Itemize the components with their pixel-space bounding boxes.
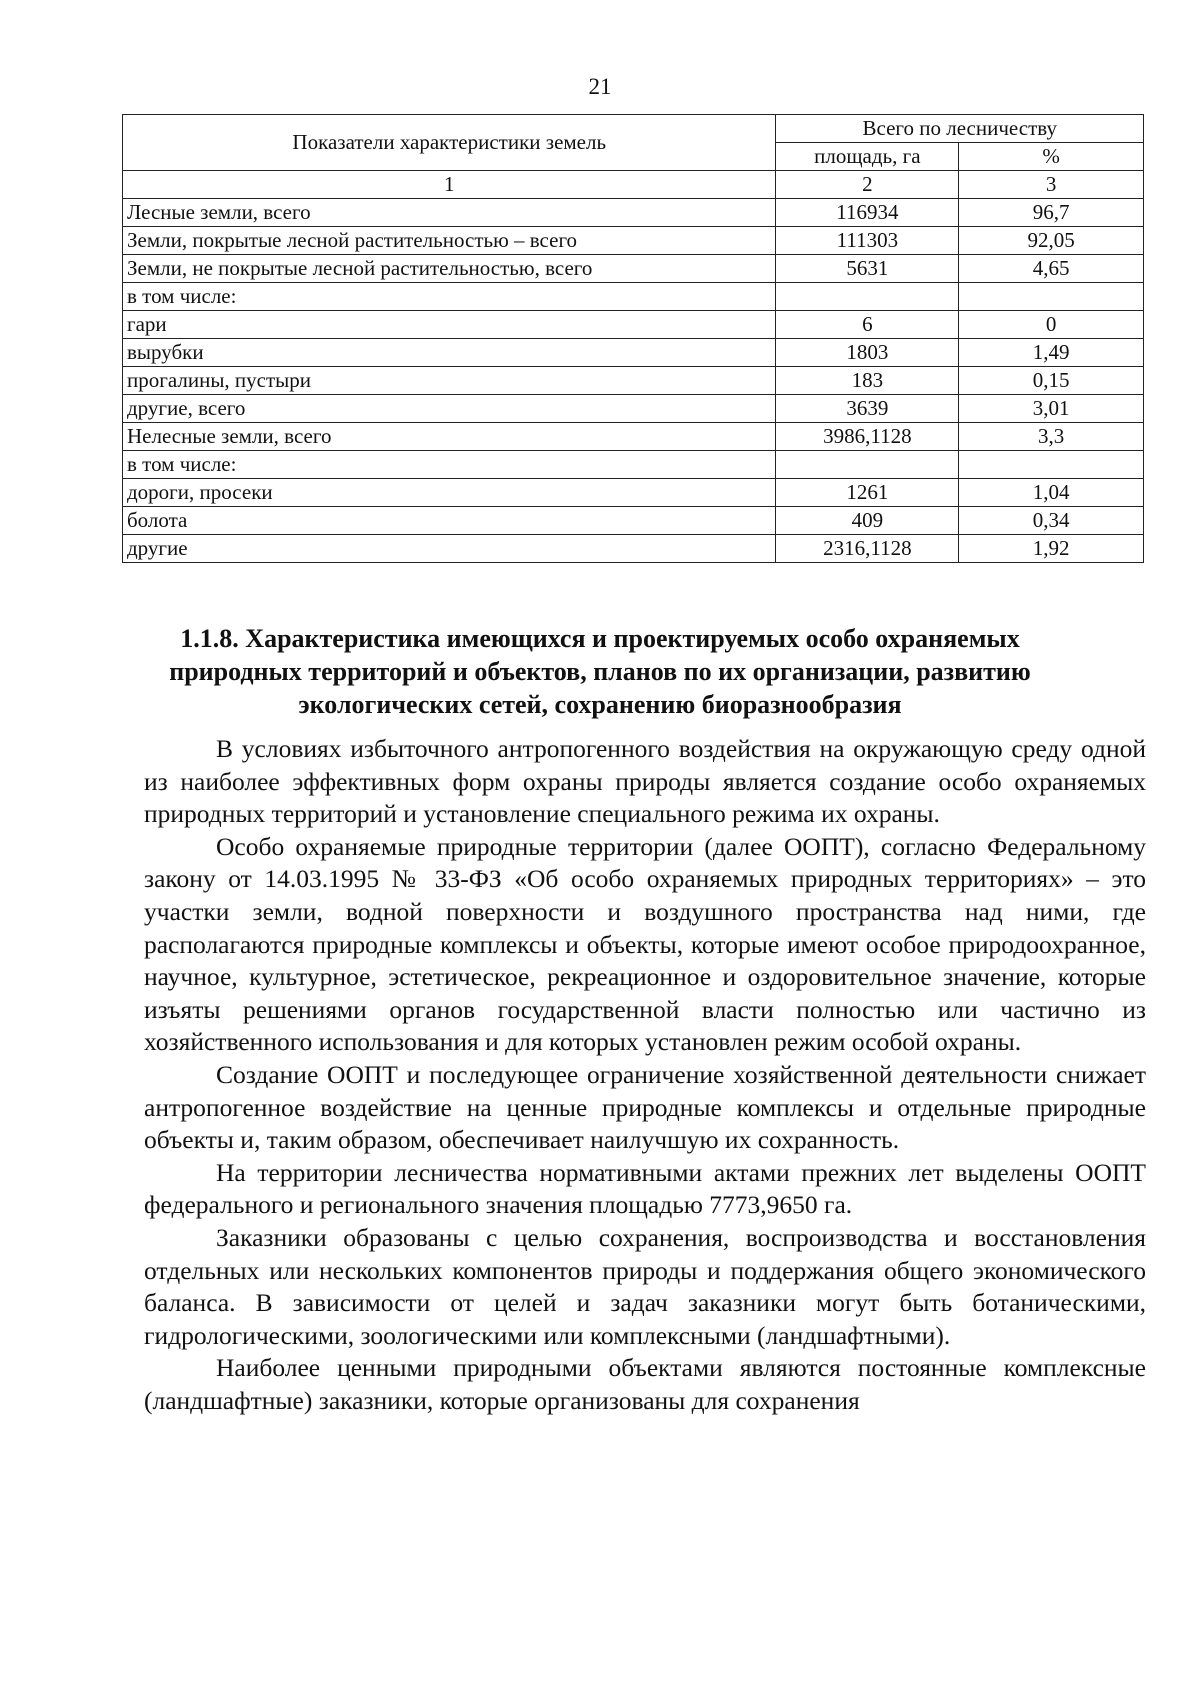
table-row: [123, 367, 1144, 395]
header-area: площадь, га: [776, 143, 959, 171]
header-indicator: Показатели характеристики земель: [123, 115, 776, 171]
row-area: 6: [776, 311, 959, 339]
row-name: Нелесные земли, всего: [123, 423, 776, 451]
row-area: 111303: [776, 227, 959, 255]
row-percent: 1,04: [959, 479, 1144, 507]
table-row: [123, 255, 1144, 283]
row-name: гари: [123, 311, 776, 339]
header-percent: %: [959, 143, 1144, 171]
row-name: другие, всего: [123, 395, 776, 423]
row-name: в том числе:: [123, 283, 776, 311]
paragraph: Особо охраняемые природные территории (далее ООПТ), согласно Федеральному закону от 14.03.1995 № 33-ФЗ «Об особо охраняемых природных территориях» – это участки земли, водной поверхности и воздушного пространства над ними, где располагаются природные комплексы и объекты, которые имеют особое природоохранное, научное, культурное, эстетическое, рекреационное и оздоровительное значение, которые изъяты решениями органов государственной власти полностью или частично из хозяйственного использования и для которых установлен режим особой охраны.: [144, 831, 1146, 1057]
row-area: 5631: [776, 255, 959, 283]
table-row: [123, 227, 1144, 255]
row-name: другие: [123, 535, 776, 563]
section-heading: 1.1.8. Характеристика имеющихся и проектируемых особо охраняемых природных территорий и объектов, планов по их организации, развитию экологических сетей, сохранению биоразнообразия: [169, 624, 1031, 719]
row-percent: 0,34: [959, 507, 1144, 535]
land-characteristics-table: [122, 114, 1144, 563]
row-name: болота: [123, 507, 776, 535]
row-name: дороги, просеки: [123, 479, 776, 507]
paragraph: Заказники образованы с целью сохранения, воспроизводства и восстановления отдельных или нескольких компонентов природы и поддержания общего экономического баланса. В зависимости от целей и задач заказники могут быть ботаническими, гидрологическими, зоологическими или комплексными (ландшафтными).: [144, 1222, 1146, 1350]
row-percent: 4,65: [959, 255, 1144, 283]
row-percent: 0,15: [959, 367, 1144, 395]
table-row: [123, 395, 1144, 423]
row-area: 409: [776, 507, 959, 535]
row-percent: [959, 283, 1144, 311]
row-area: 1803: [776, 339, 959, 367]
table-row: [123, 199, 1144, 227]
body-text: [144, 733, 1146, 1417]
paragraph: Наиболее ценными природными объектами являются постоянные комплексные (ландшафтные) заказники, которые организованы для сохранения: [144, 1353, 1146, 1415]
row-area: 3639: [776, 395, 959, 423]
row-area: 116934: [776, 199, 959, 227]
table-row: [123, 339, 1144, 367]
table-header-row: [123, 115, 1144, 143]
table-row: [123, 283, 1144, 311]
paragraph: Создание ООПТ и последующее ограничение хозяйственной деятельности снижает антропогенное воздействие на ценные природные комплексы и отдельные природные объекты и, таким образом, обеспечивает наилучшую их сохранность.: [144, 1059, 1146, 1155]
table-row: [123, 423, 1144, 451]
row-name: Земли, покрытые лесной растительностью – всего: [123, 227, 776, 255]
column-number: 3: [959, 171, 1144, 199]
row-name: Лесные земли, всего: [123, 199, 776, 227]
row-percent: [959, 451, 1144, 479]
row-percent: 1,49: [959, 339, 1144, 367]
table-row: [123, 451, 1144, 479]
row-area: [776, 451, 959, 479]
header-total: Всего по лесничеству: [776, 115, 1144, 143]
row-name: вырубки: [123, 339, 776, 367]
table-row: [123, 311, 1144, 339]
row-area: 3986,1128: [776, 423, 959, 451]
row-name: Земли, не покрытые лесной растительностью, всего: [123, 255, 776, 283]
row-area: 1261: [776, 479, 959, 507]
row-name: прогалины, пустыри: [123, 367, 776, 395]
row-percent: 92,05: [959, 227, 1144, 255]
paragraph: На территории лесничества нормативными актами прежних лет выделены ООПТ федерального и регионального значения площадью 7773,9650 га.: [144, 1157, 1146, 1220]
paragraph: В условиях избыточного антропогенного воздействия на окружающую среду одной из наиболее эффективных форм охраны природы является создание особо охраняемых природных территорий и установление специального режима их охраны.: [144, 734, 1146, 829]
column-number: 1: [123, 171, 776, 199]
row-percent: 0: [959, 311, 1144, 339]
table-row: [123, 535, 1144, 563]
row-percent: 96,7: [959, 199, 1144, 227]
row-percent: 3,01: [959, 395, 1144, 423]
row-name: в том числе:: [123, 451, 776, 479]
table-row: [123, 507, 1144, 535]
row-area: [776, 283, 959, 311]
column-number-row: [123, 171, 1144, 199]
row-area: 2316,1128: [776, 535, 959, 563]
column-number: 2: [776, 171, 959, 199]
row-percent: 3,3: [959, 423, 1144, 451]
row-percent: 1,92: [959, 535, 1144, 563]
row-area: 183: [776, 367, 959, 395]
table-row: [123, 479, 1144, 507]
page-number: 21: [588, 74, 612, 99]
